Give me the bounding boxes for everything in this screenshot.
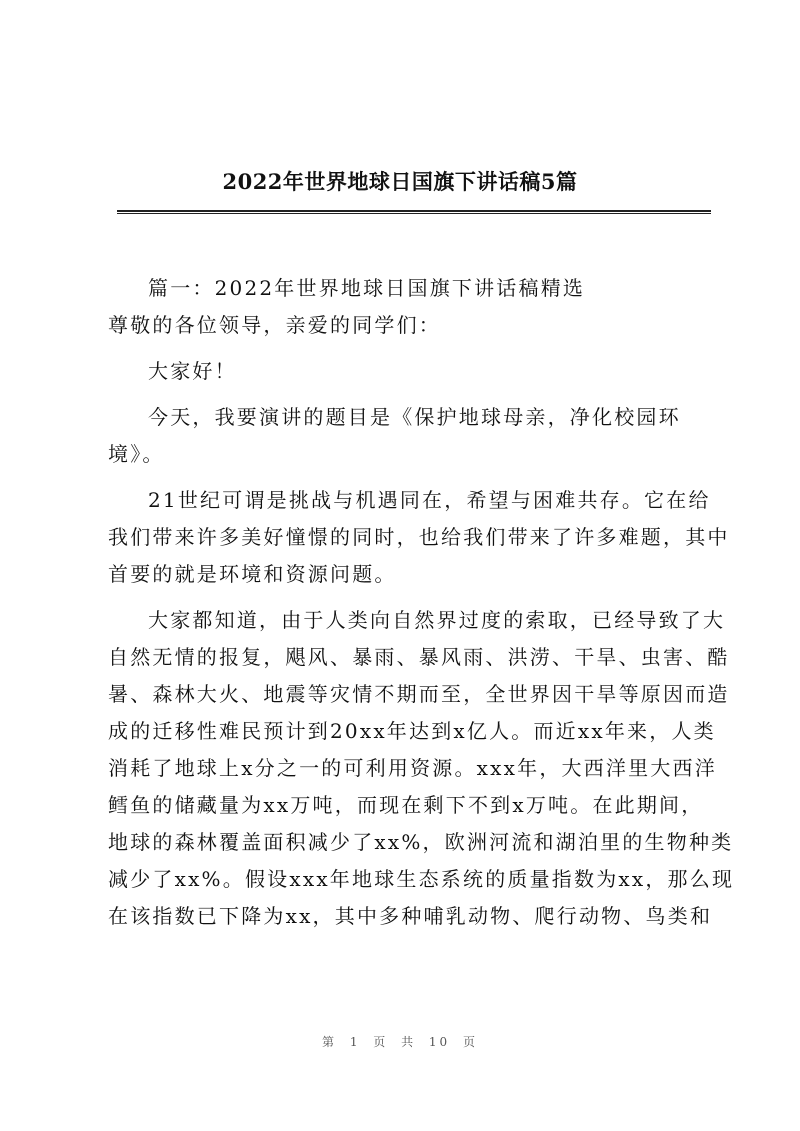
paragraph-line: 篇一：2022年世界地球日国旗下讲话稿精选 <box>148 276 586 300</box>
document-body <box>108 270 735 935</box>
paragraph-line: 首要的就是环境和资源问题。 <box>108 562 397 586</box>
page-footer: 第 1 页 共 10 页 <box>322 1035 478 1049</box>
paragraph-line: 减少了xx%。假设xxx年地球生态系统的质量指数为xx，那么现 <box>108 867 735 891</box>
paragraph-line: 自然无情的报复，飓风、暴雨、暴风雨、洪涝、干旱、虫害、酷 <box>108 645 730 669</box>
paragraph-line: 在该指数已下降为xx，其中多种哺乳动物、爬行动物、鸟类和 <box>108 904 713 928</box>
paragraph-line: 今天，我要演讲的题目是《保护地球母亲，净化校园环 <box>148 405 681 429</box>
title-divider <box>117 210 711 214</box>
paragraph-line: 地球的森林覆盖面积减少了xx%，欧洲河流和湖泊里的生物种类 <box>108 830 734 854</box>
paragraph-line: 尊敬的各位领导，亲爱的同学们： <box>108 313 441 337</box>
paragraph-line: 鳕鱼的储藏量为xx万吨，而现在剩下不到x万吨。在此期间， <box>108 793 704 817</box>
paragraph-line: 大家好！ <box>148 359 237 383</box>
paragraph-line: 暑、森林大火、地震等灾情不期而至，全世界因干旱等原因而造 <box>108 682 730 706</box>
paragraph-line: 境》。 <box>108 442 165 466</box>
document-title: 2022年世界地球日国旗下讲话稿5篇 <box>222 169 578 194</box>
paragraph-line: 成的迁移性难民预计到20xx年达到x亿人。而近xx年来，人类 <box>108 719 716 743</box>
paragraph-line: 我们带来许多美好憧憬的同时，也给我们带来了许多难题，其中 <box>108 525 730 549</box>
paragraph-line: 大家都知道，由于人类向自然界过度的索取，已经导致了大 <box>148 608 726 632</box>
paragraph-line: 消耗了地球上x分之一的可利用资源。xxx年，大西洋里大西洋 <box>108 756 717 780</box>
paragraph-line: 21世纪可谓是挑战与机遇同在，希望与困难共存。它在给 <box>148 488 711 512</box>
